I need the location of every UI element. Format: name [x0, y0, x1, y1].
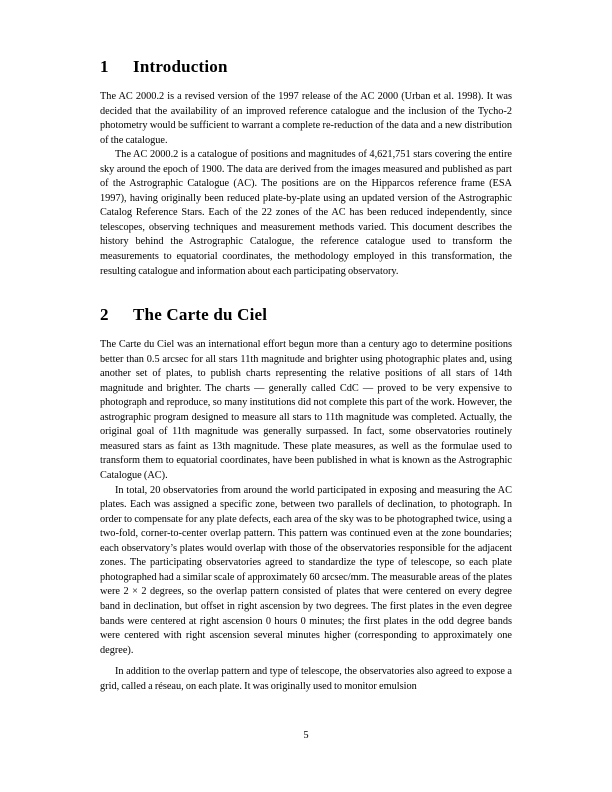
section-number: 2 — [100, 305, 109, 325]
paragraph: In total, 20 observatories from around the world participated in exposing and measuring the AC plates. Each was assigned a specific zone, between two parallels of declination, to photograph. In order to compensate for any plate defects, each area of the sky was to be photographed twice, using a two-fold, corner-to-center overlap pattern. This pattern was continued even at the zone boundaries; each observatory’s plates would overlap with those of the observatories responsible for the adjacent zones. The participating observatories agreed to standardize the type of telescope, so each plate photographed had a similar scale of approximately 60 arcsec/mm. The measurable areas of the plates were 2 × 2 degrees, so the overlap pattern consisted of plates that were centered on every degree band in declination, but offset in right ascension by two degrees. The first plates in the even degree bands were centered at right ascension 0 hours 0 minutes; the first plates in the odd degree bands were centered with right ascension several minutes higher (corresponding to approximately one degree). — [100, 484, 512, 656]
section-heading — [100, 305, 512, 325]
document-section — [100, 57, 512, 279]
paragraph: In addition to the overlap pattern and type of telescope, the observatories also agreed to expose a grid, called a réseau, on each plate. It was originally used to monitor emulsion — [100, 666, 512, 692]
section-number: 1 — [100, 57, 109, 76]
paragraph: The Carte du Ciel was an international effort begun more than a century ago to determine positions better than 0.5 arcsec for all stars 11th magnitude and brighter using photographic plates and, using another set of plates, to publish charts representing the relative positions of all stars of 14th magnitude and brighter. The charts — generally called CdC — proved to be very expensive to photograph and reproduce, so many institutions did not complete this part of the work. However, the astrographic program designed to measure all stars to 11th magnitude was completed. Actually, the original goal of 11th magnitude was generally surpassed. In fact, some observatories routinely measured stars as faint as 13th magnitude. These plate measures, as well as the formulae used to transform them to equatorial coordinates, have been published in what is known as the Astrographic Catalogue (AC). — [100, 339, 512, 482]
page-number: 5 — [303, 730, 309, 741]
paragraph: The AC 2000.2 is a catalogue of positions and magnitudes of 4,621,751 stars covering the entire sky around the epoch of 1900. The data are derived from the images measured and published as part of the Astrographic Catalogue (AC). The positions are on the Hipparcos reference frame (ESA 1997), having originally been reduced plate-by-plate using an updated version of the Astrographic Catalog Reference Stars. Each of the 22 zones of the AC has been reduced independently, since telescopes, observing techniques and measurement methods varied. This document describes the history behind the Astrographic Catalogue, the reference catalogue used to transform the measurements to equatorial coordinates, the methodology employed in this transformation, the resulting catalogue and information about each participating observatory. — [100, 149, 512, 277]
section-title: Introduction — [133, 57, 228, 76]
document-section — [100, 305, 512, 694]
section-heading — [100, 57, 512, 77]
section-title: The Carte du Ciel — [133, 305, 268, 325]
paragraph: The AC 2000.2 is a revised version of the 1997 release of the AC 2000 (Urban et al. 1998). It was decided that the availability of an improved reference catalogue and the inclusion of the Tycho-2 photometry would be sufficient to warrant a complete re-reduction of the data and a new distribution of the catalogue. — [100, 91, 512, 146]
document-body — [100, 57, 512, 694]
